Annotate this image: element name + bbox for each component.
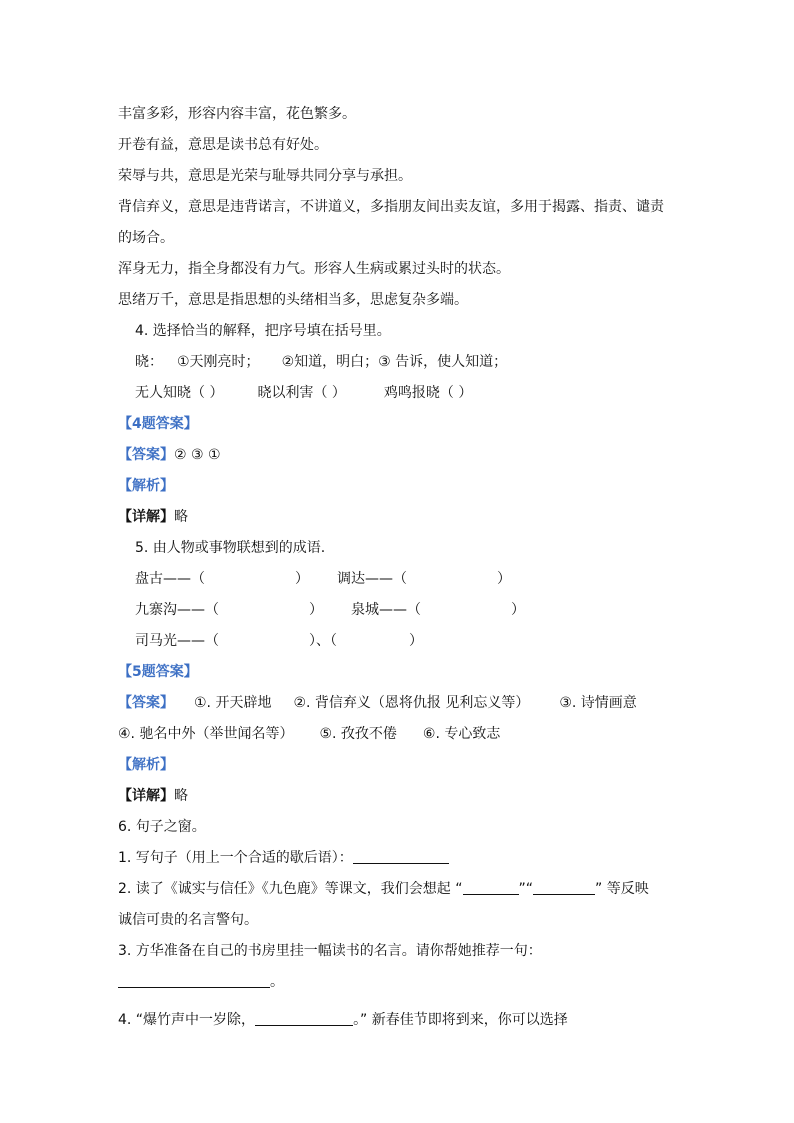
question-6-title: 6. 句子之窗。 [118,819,206,835]
definition-line: 思绪万千，意思是指思想的头绪相当多，思虑复杂多端。 [118,292,468,308]
answer-5-header: 【5题答案】 [118,664,198,680]
answer-item: ③. 诗情画意 [559,695,637,711]
analysis-label: 【解析】 [118,757,174,773]
quote-separator: ”“ [518,881,534,897]
question-6-sub-4 [118,1011,568,1029]
item-jimingbaoxiao: 鸡鸣报晓（ ） [383,385,473,401]
answer-item: ②. 背信弃义（恩将仇报 见利忘义等） [293,695,530,711]
prompt-diaoda: 调达——（ [337,571,407,587]
period: 。 [270,974,284,990]
question-5-title: 5. 由人物或事物联想到的成语. [135,540,326,556]
paren-close: ） [309,602,323,618]
sub-question-text: ” 等反映 [595,881,649,897]
paren-separator: ）、（ [309,633,337,649]
option-1: ①天刚亮时； [177,354,260,370]
answer-label: 【答案】 [118,695,174,711]
sub-question-text: 。” 新春佳节即将到来，你可以选择 [353,1012,568,1028]
analysis-label: 【解析】 [118,478,174,494]
answer-5-line-2 [118,725,500,743]
paren-close: ） [295,571,309,587]
prompt-jiuzhaigou: 九寨沟——（ [135,602,219,618]
target-character: 晓： [135,354,163,370]
paren-close: ） [511,602,525,618]
detail-5 [118,787,188,805]
answer-label: 【答案】 [118,447,174,463]
prompt-pangu: 盘古——（ [135,571,205,587]
item-wurenzhixiao: 无人知晓（ ） [135,385,224,401]
question-6-sub-1 [118,849,449,867]
definition-line: 开卷有益，意思是读书总有好处。 [118,137,328,153]
answer-item: ⑤. 孜孜不倦 [319,726,397,742]
definition-line: 的场合。 [118,230,174,246]
answer-blank[interactable] [353,849,449,864]
detail-label: 【详解】 [118,788,174,804]
prompt-quancheng: 泉城——（ [351,602,421,618]
answer-text: ② ③ ① [174,447,221,463]
detail-label: 【详解】 [118,509,174,525]
detail-4 [118,508,188,526]
answer-item: ①. 开天辟地 [194,695,272,711]
prompt-simaguang: 司马光——（ [135,633,219,649]
question-5-row-3 [135,632,423,650]
answer-blank[interactable] [463,880,519,895]
definition-line: 浑身无力，指全身都没有力气。形容人生病或累过头时的状态。 [118,261,510,277]
answer-4 [118,446,221,464]
question-6-sub-2-cont: 诚信可贵的名言警句。 [118,912,258,928]
option-2-3: ②知道，明白；③ 告诉，使人知道； [281,354,508,370]
question-4-options [135,353,507,371]
sub-question-text: 1. 写句子（用上一个合适的歇后语）： [118,850,353,866]
question-5-row-2 [135,601,525,619]
question-6-sub-3-blank [118,973,284,991]
answer-blank[interactable] [255,1011,353,1026]
definition-line: 丰富多彩，形容内容丰富，花色繁多。 [118,106,356,122]
answer-blank[interactable] [118,973,270,988]
paren-close: ） [409,633,423,649]
answer-4-header: 【4题答案】 [118,416,198,432]
answer-blank[interactable] [533,880,595,895]
question-4-title: 4. 选择恰当的解释，把序号填在括号里。 [135,323,391,339]
question-6-sub-3: 3. 方华准备在自己的书房里挂一幅读书的名言。请你帮她推荐一句： [118,943,542,959]
item-xiaoyilihai: 晓以利害（ ） [257,385,346,401]
definition-line: 背信弃义，意思是违背诺言，不讲道义，多指朋友间出卖友谊，多用于揭露、指责、谴责 [118,199,664,215]
question-4-items [135,384,472,402]
sub-question-text: 2. 读了《诚实与信任》《九色鹿》等课文，我们会想起 “ [118,881,463,897]
answer-item: ⑥. 专心致志 [422,726,501,742]
detail-text: 略 [174,788,188,804]
question-5-row-1 [135,570,511,588]
answer-item: ④. 驰名中外（举世闻名等） [118,726,294,742]
question-6-sub-2 [118,880,649,898]
answer-5-line-1 [118,694,637,712]
detail-text: 略 [174,509,188,525]
paren-close: ） [497,571,511,587]
definition-line: 荣辱与共，意思是光荣与耻辱共同分享与承担。 [118,168,412,184]
sub-question-text: 4. “爆竹声中一岁除， [118,1012,256,1028]
